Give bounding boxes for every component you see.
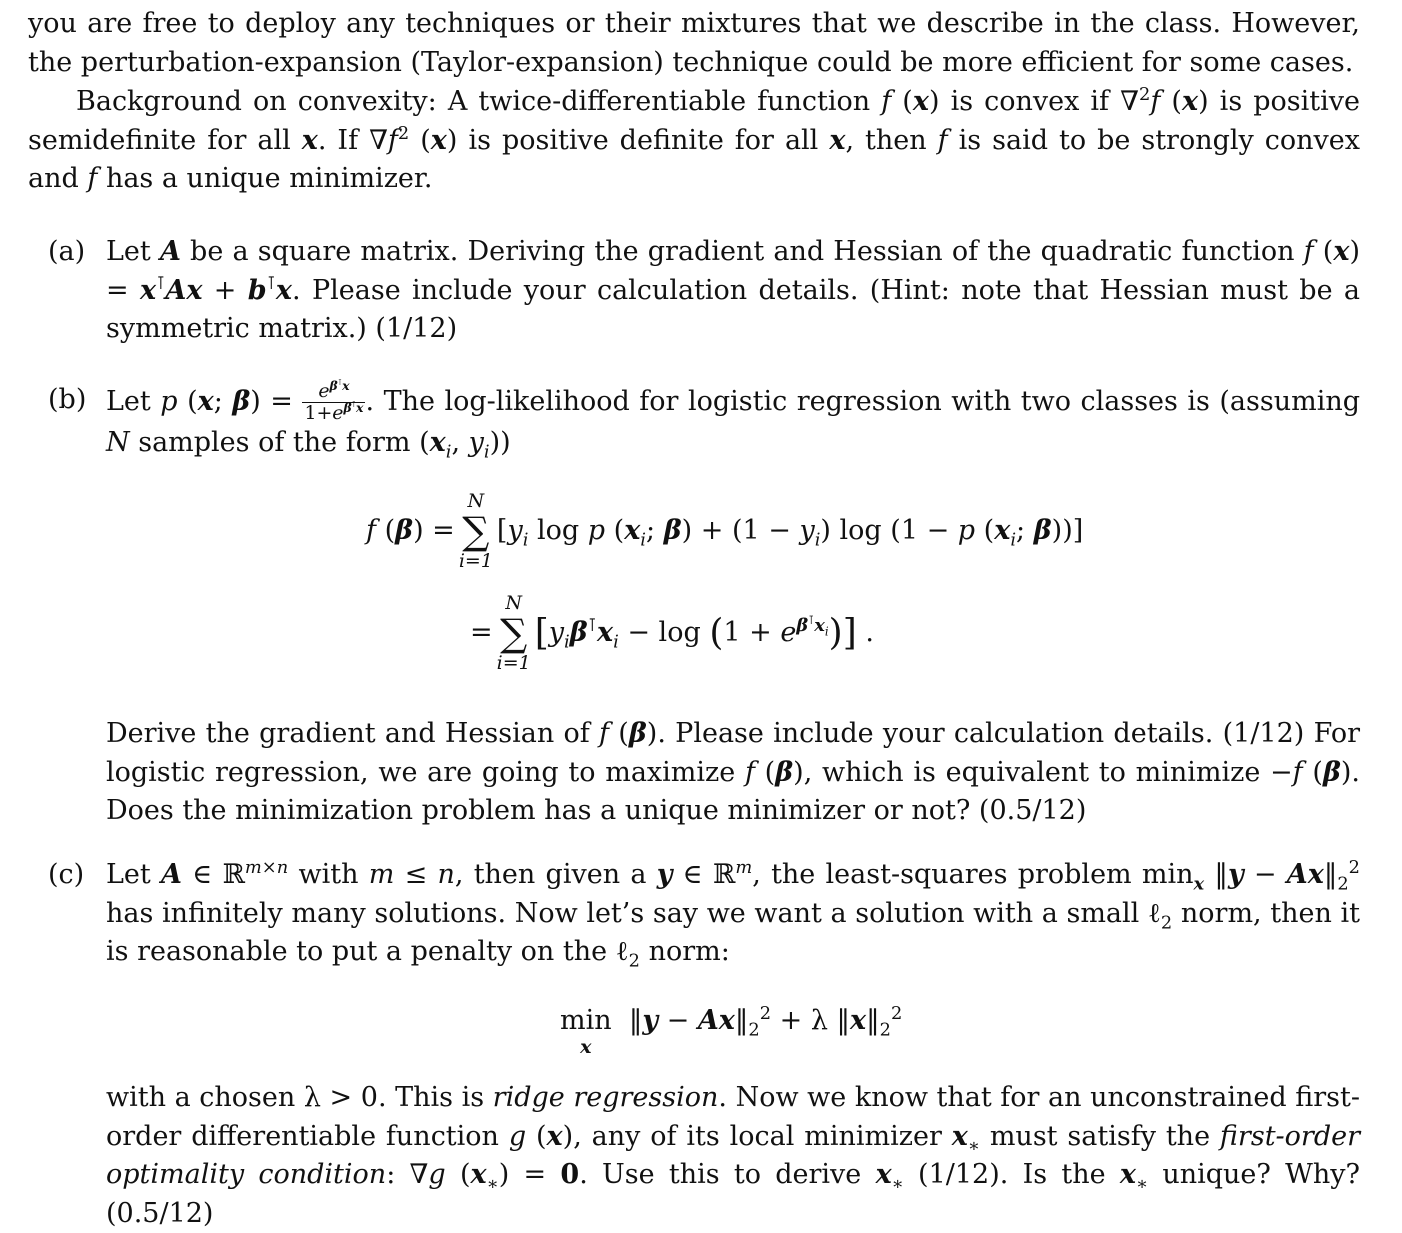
part-b-label: (b)	[48, 384, 87, 415]
intro-paragraph: you are free to deploy any techniques or their mixtures that we describe in the class. However, the perturbation-expansion (Taylor-expansion) technique could be more efficient for some cases.	[28, 8, 1360, 78]
part-a-text: Let A be a square matrix. Deriving the gradient and Hessian of the quadratic function f (x) = x⊺Ax + b⊺x. Please include your calculation details. (Hint: note that Hessian must be a symmetric matrix.) (1/12)	[106, 236, 1360, 344]
part-a-label: (a)	[48, 236, 86, 267]
part-a	[48, 233, 1360, 349]
part-c-question	[48, 1079, 1360, 1233]
part-b-question	[48, 715, 1360, 831]
part-c-label: (c)	[48, 859, 85, 890]
convexity-paragraph: Background on convexity: A twice-differentiable function f (x) is convex if ∇$^2$f (x) is positive semidefinite for all x. If $\nabla f^2$ (x) is positive definite for all x, then f is said to be strongly convex and f has a unique minimizer.	[28, 84, 1360, 194]
part-b-question-text: Derive the gradient and Hessian of f (β). Please include your calculation details. (1/12) For logistic regression, we are going to maximize f (β), which is equivalent to minimize −f (β). Does the minimization problem has a unique minimizer or not? (0.5/12)	[106, 718, 1361, 826]
summation-2: N ∑ i=1	[496, 592, 531, 674]
part-c-text: Let A ∈ ℝ$^{m\times n}$ with m ≤ n, then given a y ∈ ℝ$^m$, the least-squares problem $\min_x$ ‖y − $Ax‖_2^2$ has infinitely many solutions. Now let’s say we want a solution with a small ℓ$_2$ norm, then it is reasonable to put a penalty on the ℓ$_2$ norm:	[106, 857, 1361, 972]
part-c-question-text: with a chosen λ > 0. This is ridge regression. Now we know that for an unconstrained first-order differentiable function g (x), any of its local minimizer $x_∗$ must satisfy the first-order optimality condition: ∇g $(x_∗) = 0$. Use this to derive $x_∗$ (1/12). Is the $x_∗$ unique? Why? (0.5/12)	[106, 1082, 1360, 1229]
part-b-text: Let p (x; β) = $\frac{e^{\beta^⊺x}}{1+e^{\beta^⊺x}}$ . The log-likelihood for logistic regression with two classes is (assuming N samples of the form ($x_i$, $y_i$))	[106, 376, 1361, 462]
summation-1: N ∑ i=1	[458, 490, 493, 572]
log-likelihood-line-1: f (β) = N ∑ i=1 [$y_i$ log p ($x_i$; $\beta) + (1 - y_i)$ log (1 − p ($x_i$; β))]	[366, 490, 1084, 572]
part-c	[48, 856, 1360, 972]
part-b	[48, 376, 1361, 462]
log-likelihood-line-2: = N ∑ i=1 $[y_i\beta^⊺x_i - \log (1 + e^{\beta^⊺x_i})]$ .	[470, 592, 874, 674]
ridge-objective: min x ‖y − $Ax‖_2^2 + \lambda$ $‖x‖_2^2$	[560, 1003, 903, 1058]
logistic-fraction: $\frac{e^{\beta^⊺x}}{1+e^{\beta^⊺x}}$	[304, 376, 364, 424]
